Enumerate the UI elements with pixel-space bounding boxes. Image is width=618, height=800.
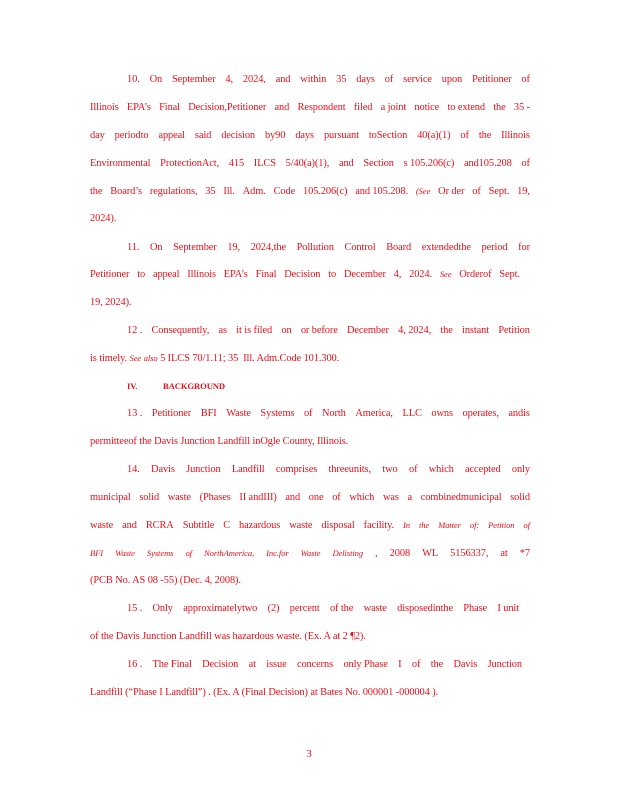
para-13-line-2: permitteeof the Davis Junction Landfill inOgle County, Illinois. [90, 436, 349, 447]
para-14-line-1: 14. Davis Junction Landfill comprises threeunits, two of which accepted only [127, 464, 530, 475]
para-10-line-6: 2024). [90, 213, 117, 224]
para-11-line-3: 19, 2024). [90, 297, 132, 308]
heading-number: IV. [127, 381, 138, 391]
para-number: 13 . [127, 408, 143, 419]
para-15-line-2: of the Davis Junction Landfill was hazardous waste. (Ex. A at 2 ¶2). [90, 631, 366, 642]
para-number: 14. [127, 464, 140, 475]
para-14-line-4: BFI Waste Systems of NorthAmerica, Inc.for Waste Delisting , 2008 WL 5156337, at *7 [90, 548, 530, 559]
para-16-line-1: 16 . The Final Decision at issue concerns only Phase I of the Davis Junction [127, 659, 522, 670]
para-14-line-5: (PCB No. AS 08 -55) (Dec. 4, 2008). [90, 575, 241, 586]
para-12-line-2: is timely. See also 5 ILCS 70/1.11; 35 Ill. Adm.Code 101.300. [90, 353, 340, 364]
para-15-line-1: 15 . Only approximatelytwo (2) percent of the waste disposedinthe Phase I unit [127, 603, 519, 614]
para-11-line-1: 11. On September 19, 2024,the Pollution Control Board extendedthe period for [127, 242, 530, 253]
para-12-line-1: 12 . Consequently, as it is filed on or before December 4, 2024, the instant Petition [127, 325, 530, 336]
para-10-line-5: the Board’s regulations, 35 Ill. Adm. Code 105.206(c) and 105.208. (See Or der of Sept. 19, [90, 186, 530, 197]
para-10-line-2: Illinois EPA’s Final Decision,Petitioner and Respondent filed a joint notice to extend the 35 - [90, 102, 530, 113]
page-number: 3 [306, 748, 312, 760]
heading-text: BACKGROUND [163, 381, 226, 391]
para-number: 15 . [127, 603, 143, 614]
para-10-line-1: 10. On September 4, 2024, and within 35 days of service upon Petitioner of [127, 74, 530, 85]
para-number: 10. [127, 74, 140, 85]
para-14-line-3: waste and RCRA Subtitle C hazardous waste disposal facility. In the Matter of: Petition of [90, 520, 530, 531]
para-number: 12 . [127, 325, 143, 336]
para-13-line-1: 13 . Petitioner BFI Waste Systems of North America, LLC owns operates, andis [127, 408, 530, 419]
para-10-line-3: day periodto appeal said decision by90 days pursuant toSection 40(a)(1) of the Illinois [90, 130, 530, 141]
para-11-line-2: Petitioner to appeal Illinois EPA’s Final Decision to December 4, 2024. See Orderof Sept. [90, 269, 520, 280]
section-heading [127, 381, 225, 391]
para-14-line-2: municipal solid waste (Phases II andIII) and one of which was a combinedmunicipal solid [90, 492, 530, 503]
para-10-line-4: Environmental ProtectionAct, 415 ILCS 5/40(a)(1), and Section s 105.206(c) and105.208 of [90, 158, 530, 169]
para-number: 16 . [127, 659, 143, 670]
para-16-line-2: Landfill (“Phase I Landfill”) . (Ex. A (Final Decision) at Bates No. 000001 -000004 ). [90, 687, 439, 698]
para-number: 11. [127, 242, 140, 253]
